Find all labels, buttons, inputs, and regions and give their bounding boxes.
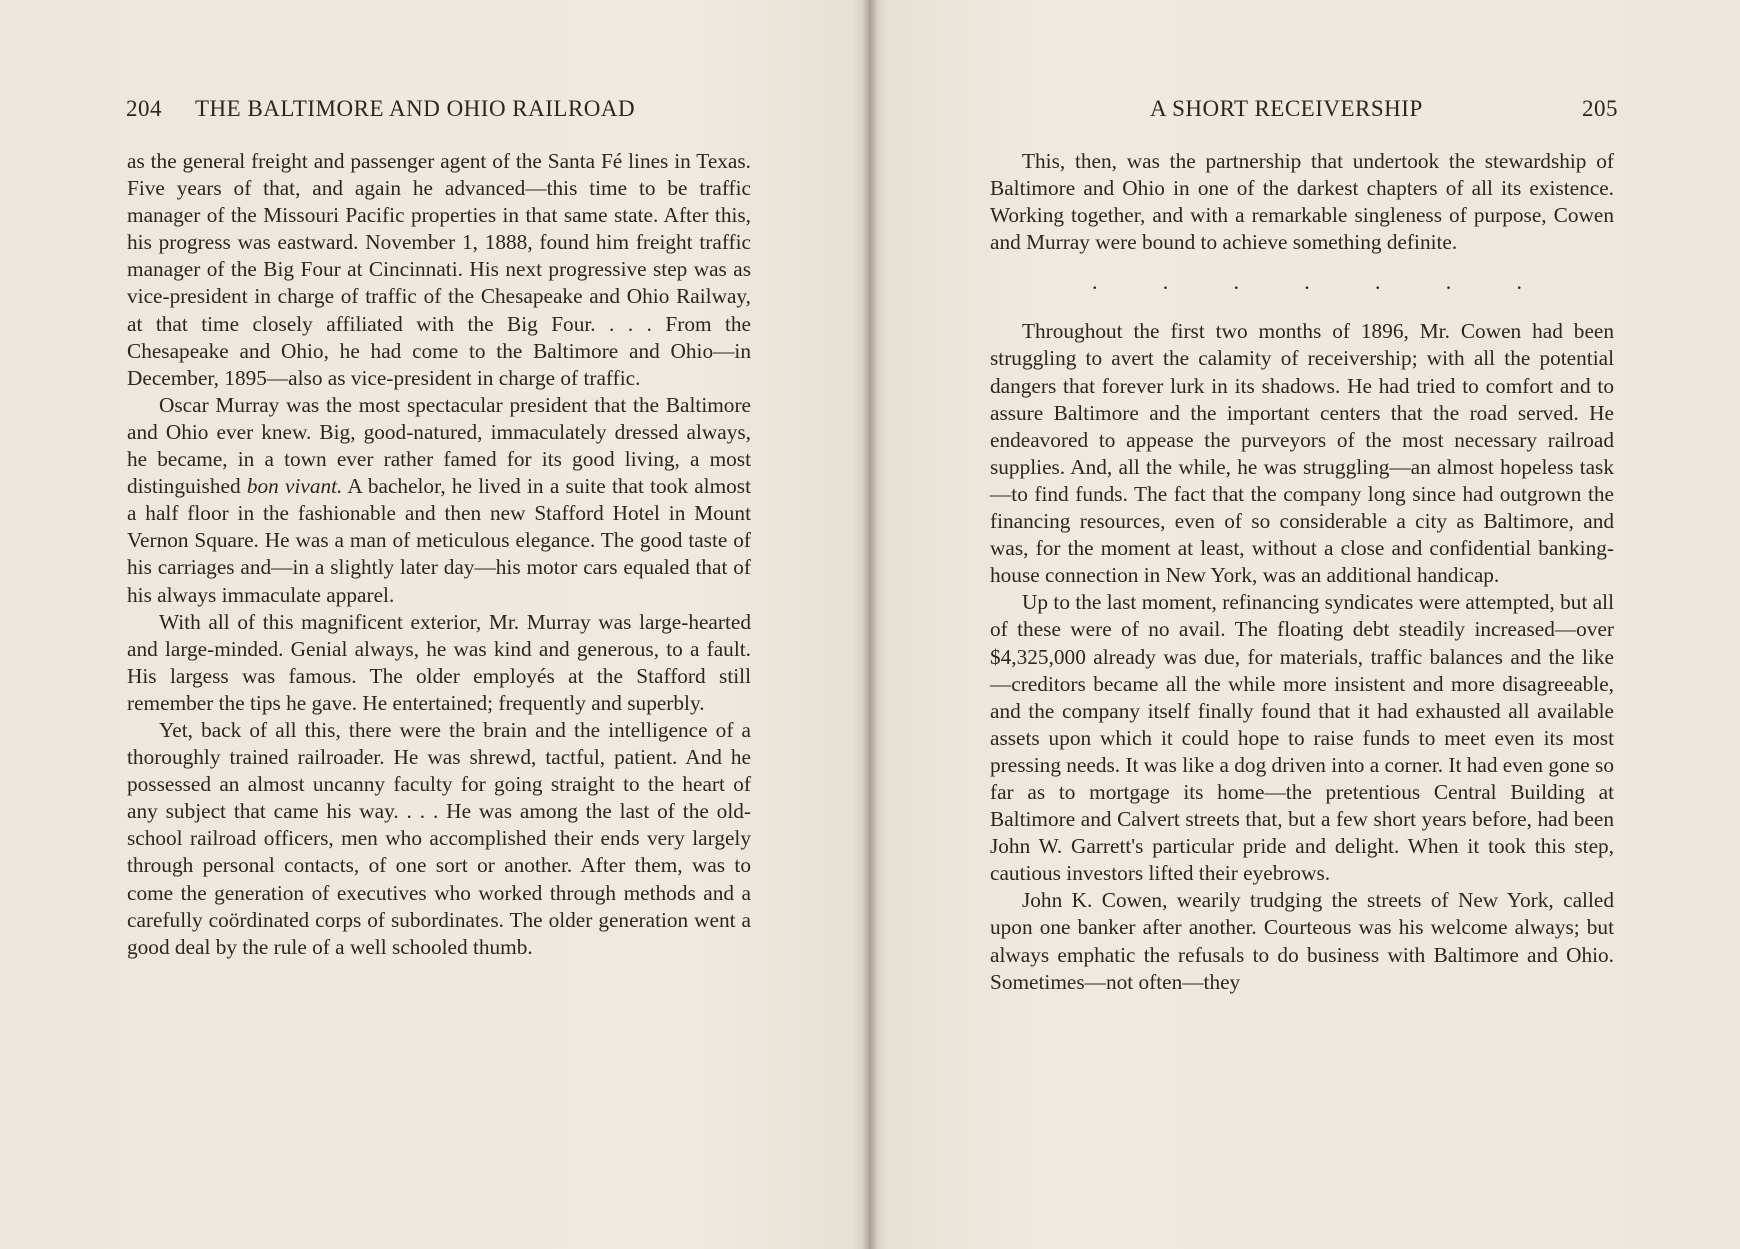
paragraph: as the general freight and passenger agent of the Santa Fé lines in Texas. Five years of that, and again he advanced—this time to be traffic manager of the Missouri Pacific properties in that same state. After this, his progress was eastward. November 1, 1888, found him freight traffic manager of the Big Four at Cincinnati. His next progressive step was as vice-president in charge of traffic of the Chesapeake and Ohio Railway, at that time closely affiliated with the Big Four. . . . From the Chesapeake and Ohio, he had come to the Baltimore and Ohio—in December, 1895—also as vice-president in charge of traffic. (127, 149, 751, 390)
paragraph (127, 392, 751, 609)
paragraph: Up to the last moment, refinancing syndicates were attempted, but all of these were of no avail. The floating debt steadily increased—over $4,325,000 already was due, for materials, traffic balances and the like—creditors became all the while more insistent and more disagreeable, and the company itself finally found that it had exhausted all available assets upon which it could hope to raise funds to meet even its most pressing needs. It was like a dog driven into a corner. It had even gone so far as to mortgage its home—the pretentious Central Building at Baltimore and Calvert streets that, but a few short years before, had been John W. Garrett's particular pride and delight. When it took this step, cautious investors lifted their eyebrows. (990, 590, 1614, 886)
paragraph: Throughout the first two months of 1896, Mr. Cowen had been struggling to avert the calamity of receivership; with all the potential dangers that forever lurk in its shadows. He had tried to comfort and to assure Baltimore and the important centers that the road served. He endeavored to appease the purveyors of the most necessary railroad supplies. And, all the while, he was struggling—an almost hopeless task—to find funds. The fact that the company long since had outgrown the financing resources, even of so considerable a city as Baltimore, and was, for the moment at least, without a close and confidential banking-house connection in New York, was an additional handicap. (990, 319, 1614, 588)
separator-dot: . (1516, 269, 1522, 295)
paragraph: John K. Cowen, wearily trudging the streets of New York, called upon one banker after another. Courteous was his welcome always; but always emphatic the refusals to do business with Baltimore and Ohio. Sometimes—not often—they (990, 888, 1614, 994)
running-head: A SHORT RECEIVERSHIP (1150, 96, 1423, 121)
body-text (990, 148, 1614, 996)
separator-dot: . (1092, 269, 1098, 295)
section-break (990, 269, 1614, 302)
page-number: 204 (126, 96, 162, 121)
separator-dot: . (1162, 269, 1169, 295)
separator-dot: . (1233, 269, 1239, 295)
right-page (870, 0, 1740, 1249)
separator-dot: . (1304, 269, 1310, 295)
separator-dot: . (1445, 269, 1452, 295)
body-text (127, 148, 751, 961)
text-run: Oscar Murray was the most spectacular president that the Baltimore and Ohio ever knew. Big, good-natured, immaculately dressed always, he became, in a town ever rather famed for its good living, a most distinguished (127, 392, 751, 499)
paragraph: Yet, back of all this, there were the brain and the intelligence of a thoroughly trained railroader. He was shrewd, tactful, patient. And he possessed an almost uncanny faculty for going straight to the heart of any subject that came his way. . . . He was among the last of the old-school railroad officers, men who accomplished their ends very largely through personal contacts, of one sort or another. After them, was to come the generation of executives who worked through methods and a carefully coördinated corps of subordinates. The older generation went a good deal by the rule of a well schooled thumb. (127, 717, 751, 959)
running-head: THE BALTIMORE AND OHIO RAILROAD (195, 96, 636, 121)
text-run: A bachelor, he lived in a suite that took almost a half floor in the fashionable and then new Stafford Hotel in Mount Vernon Square. He was a man of meticulous elegance. The good taste of his carriages and—in a slightly later day—his motor cars equaled that of his always immaculate apparel. (127, 474, 751, 607)
italic-term: bon vivant. (246, 474, 343, 499)
paragraph: With all of this magnificent exterior, Mr. Murray was large-hearted and large-minded. Genial always, he was kind and generous, to a fault. His largess was famous. The older employés at the Stafford still remember the tips he gave. He entertained; frequently and superbly. (127, 609, 751, 715)
separator-dot: . (1375, 269, 1381, 295)
paragraph: This, then, was the partnership that undertook the stewardship of Baltimore and Ohio in one of the darkest chapters of all its existence. Working together, and with a remarkable singleness of purpose, Cowen and Murray were bound to achieve something definite. (990, 149, 1614, 255)
page-number: 205 (1582, 96, 1618, 121)
